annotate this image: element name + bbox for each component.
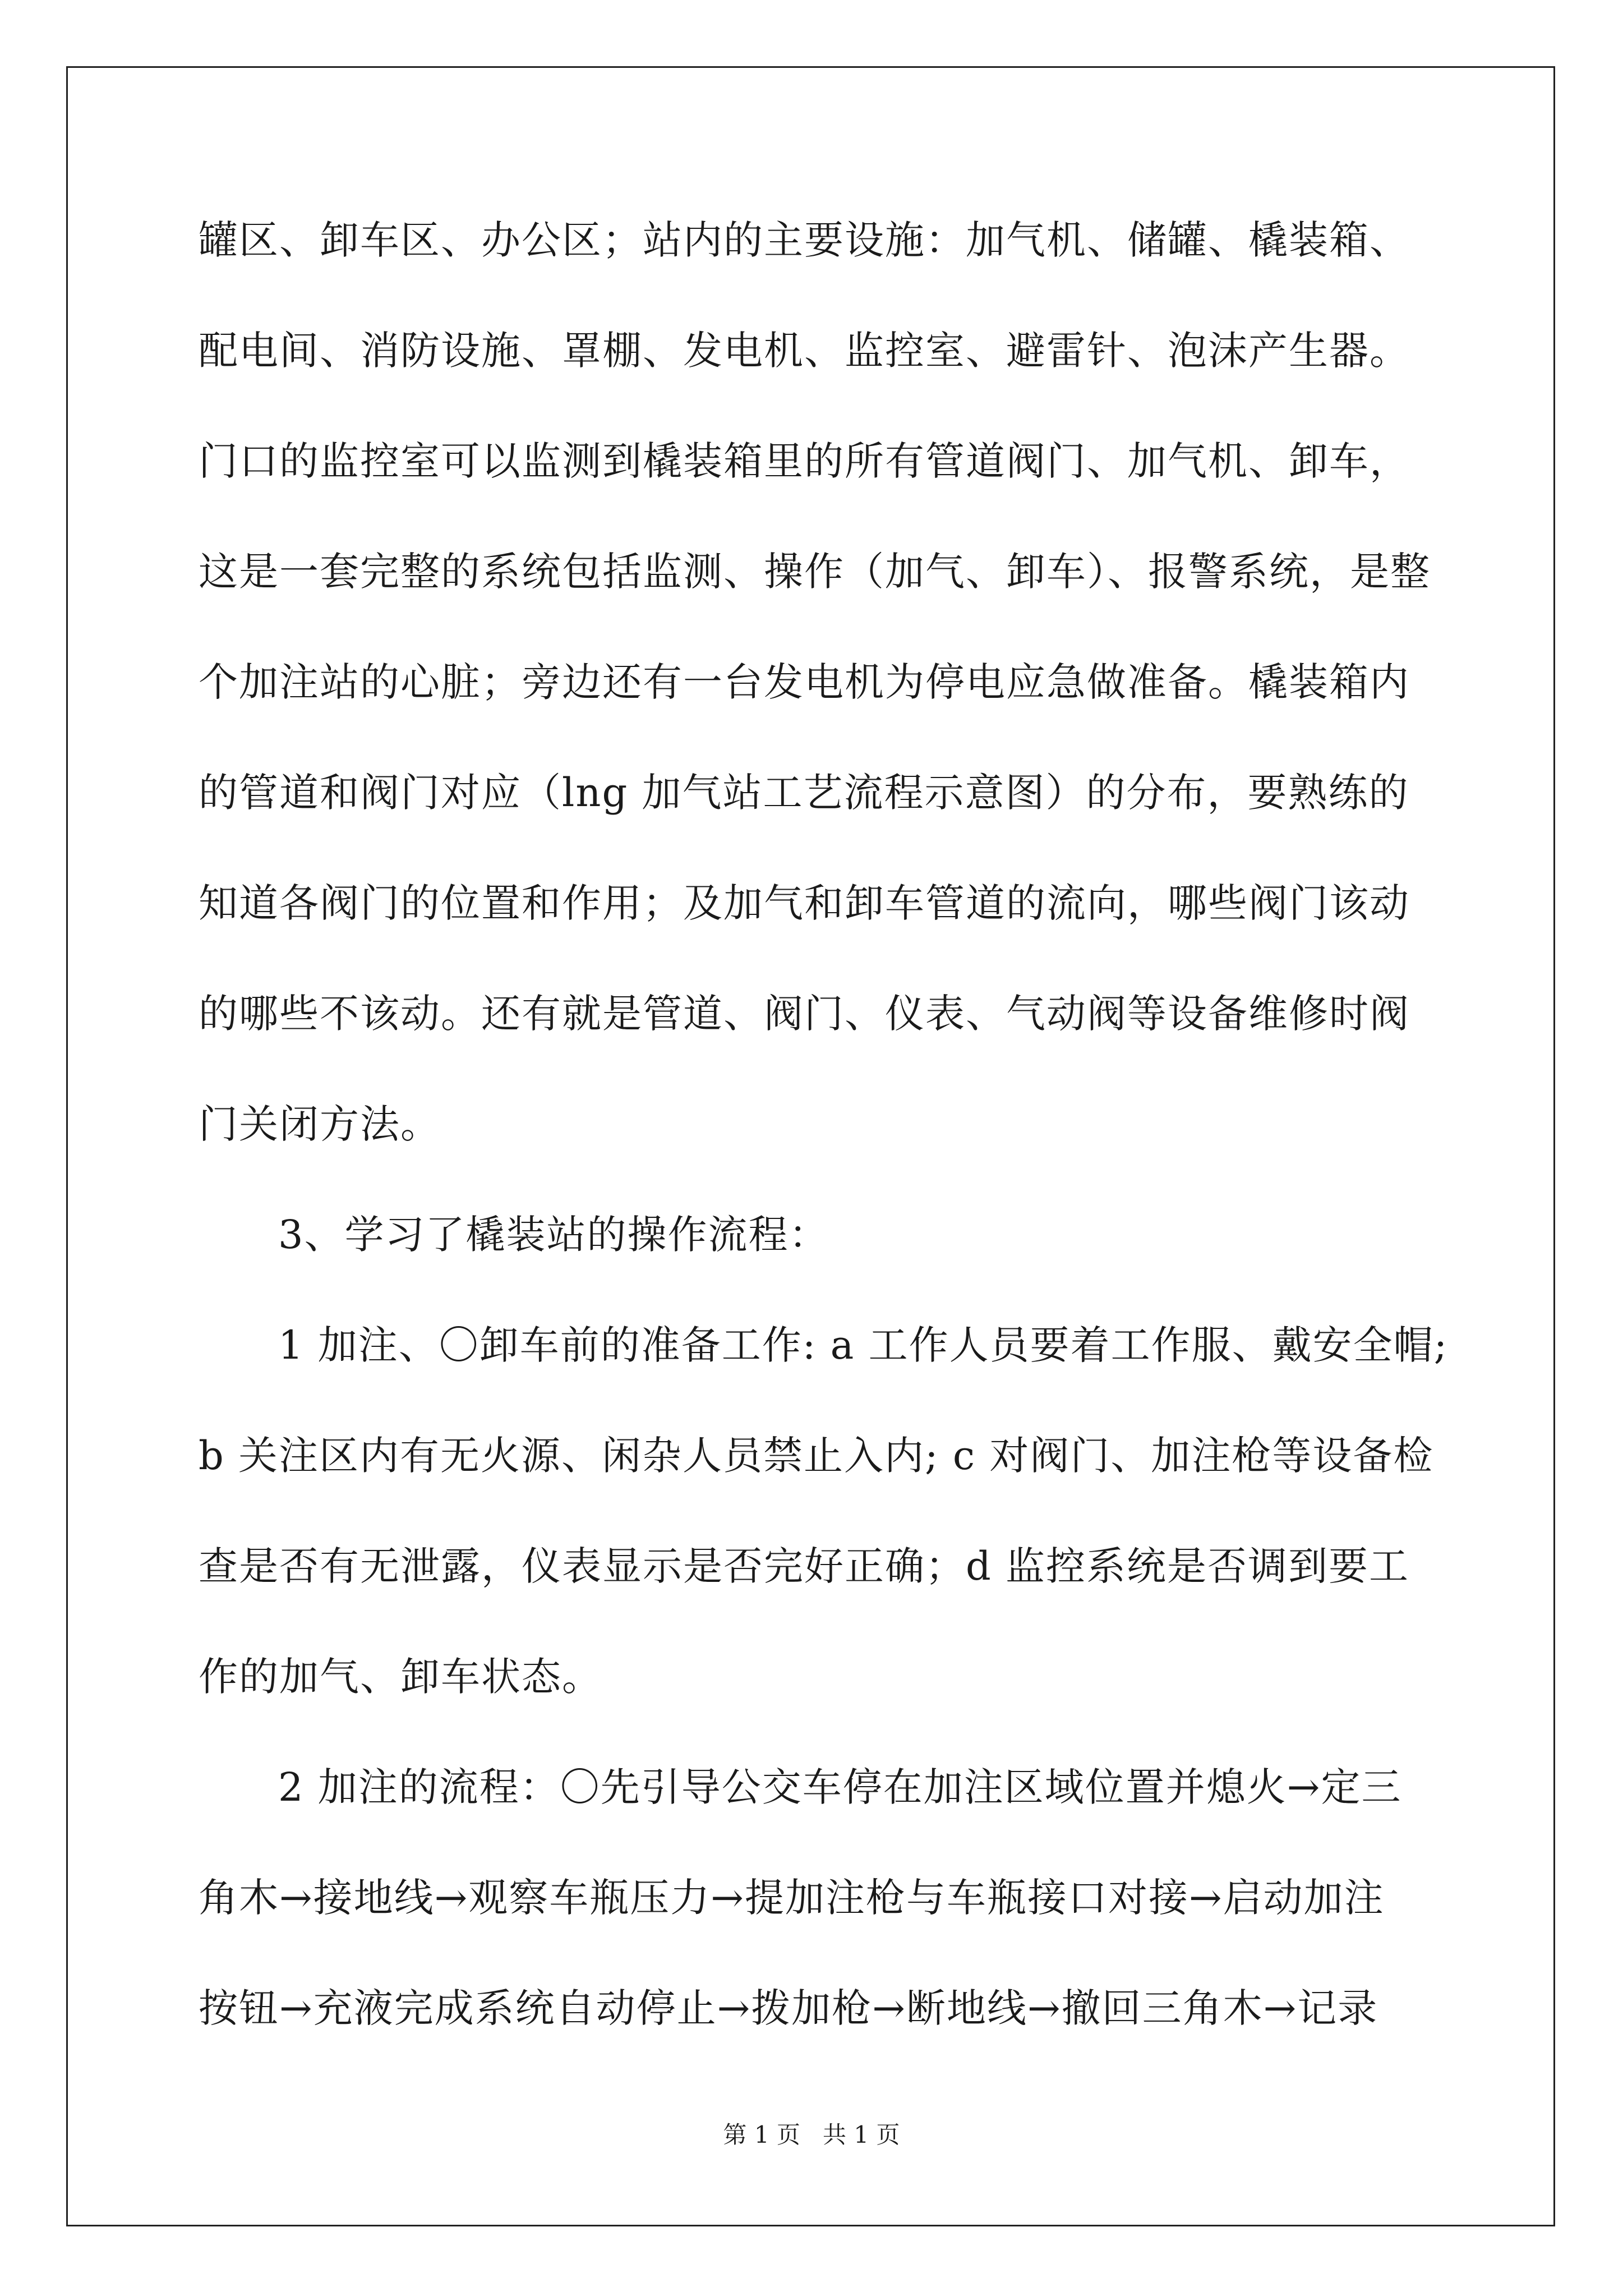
- body-text-line: 的管道和阀门对应（lng 加气站工艺流程示意图）的分布，要熟练的: [199, 770, 1409, 816]
- body-text-line: 这是一套完整的系统包括监测、操作（加气、卸车）、报警系统，是整: [199, 549, 1431, 595]
- body-text-line: b 关注区内有无火源、闲杂人员禁止入内; c 对阀门、加注枪等设备检: [199, 1433, 1434, 1479]
- page-number-footer: 第 1 页 共 1 页: [723, 2121, 900, 2148]
- body-text-line: 个加注站的心脏；旁边还有一台发电机为停电应急做准备。橇装箱内: [199, 659, 1410, 705]
- body-text-line: 查是否有无泄露，仪表显示是否完好正确；d 监控系统是否调到要工: [199, 1543, 1410, 1589]
- body-text-line: 作的加气、卸车状态。: [199, 1654, 602, 1700]
- body-text-line: 罐区、卸车区、办公区；站内的主要设施：加气机、储罐、橇装箱、: [199, 217, 1410, 263]
- body-text-line: 的哪些不该动。还有就是管道、阀门、仪表、气动阀等设备维修时阀: [199, 991, 1410, 1037]
- body-text-line: 1 加注、〇卸车前的准备工作: a 工作人员要着工作服、戴安全帽;: [278, 1322, 1449, 1368]
- body-text-line: 门关闭方法。: [199, 1101, 441, 1147]
- body-text-line: 知道各阀门的位置和作用；及加气和卸车管道的流向，哪些阀门该动: [199, 880, 1410, 926]
- body-text-line: 2 加注的流程：〇先引导公交车停在加注区域位置并熄火→定三: [278, 1764, 1402, 1810]
- body-text-line: 角木→接地线→观察车瓶压力→提加注枪与车瓶接口对接→启动加注: [199, 1875, 1385, 1921]
- body-text-line: 配电间、消防设施、罩棚、发电机、监控室、避雷针、泡沫产生器。: [199, 328, 1410, 374]
- body-text-line: 门口的监控室可以监测到橇装箱里的所有管道阀门、加气机、卸车，: [199, 438, 1410, 484]
- section-heading: 3、学习了橇装站的操作流程：: [278, 1212, 829, 1258]
- body-text-line: 按钮→充液完成系统自动停止→拨加枪→断地线→撤回三角木→记录: [199, 1985, 1378, 2031]
